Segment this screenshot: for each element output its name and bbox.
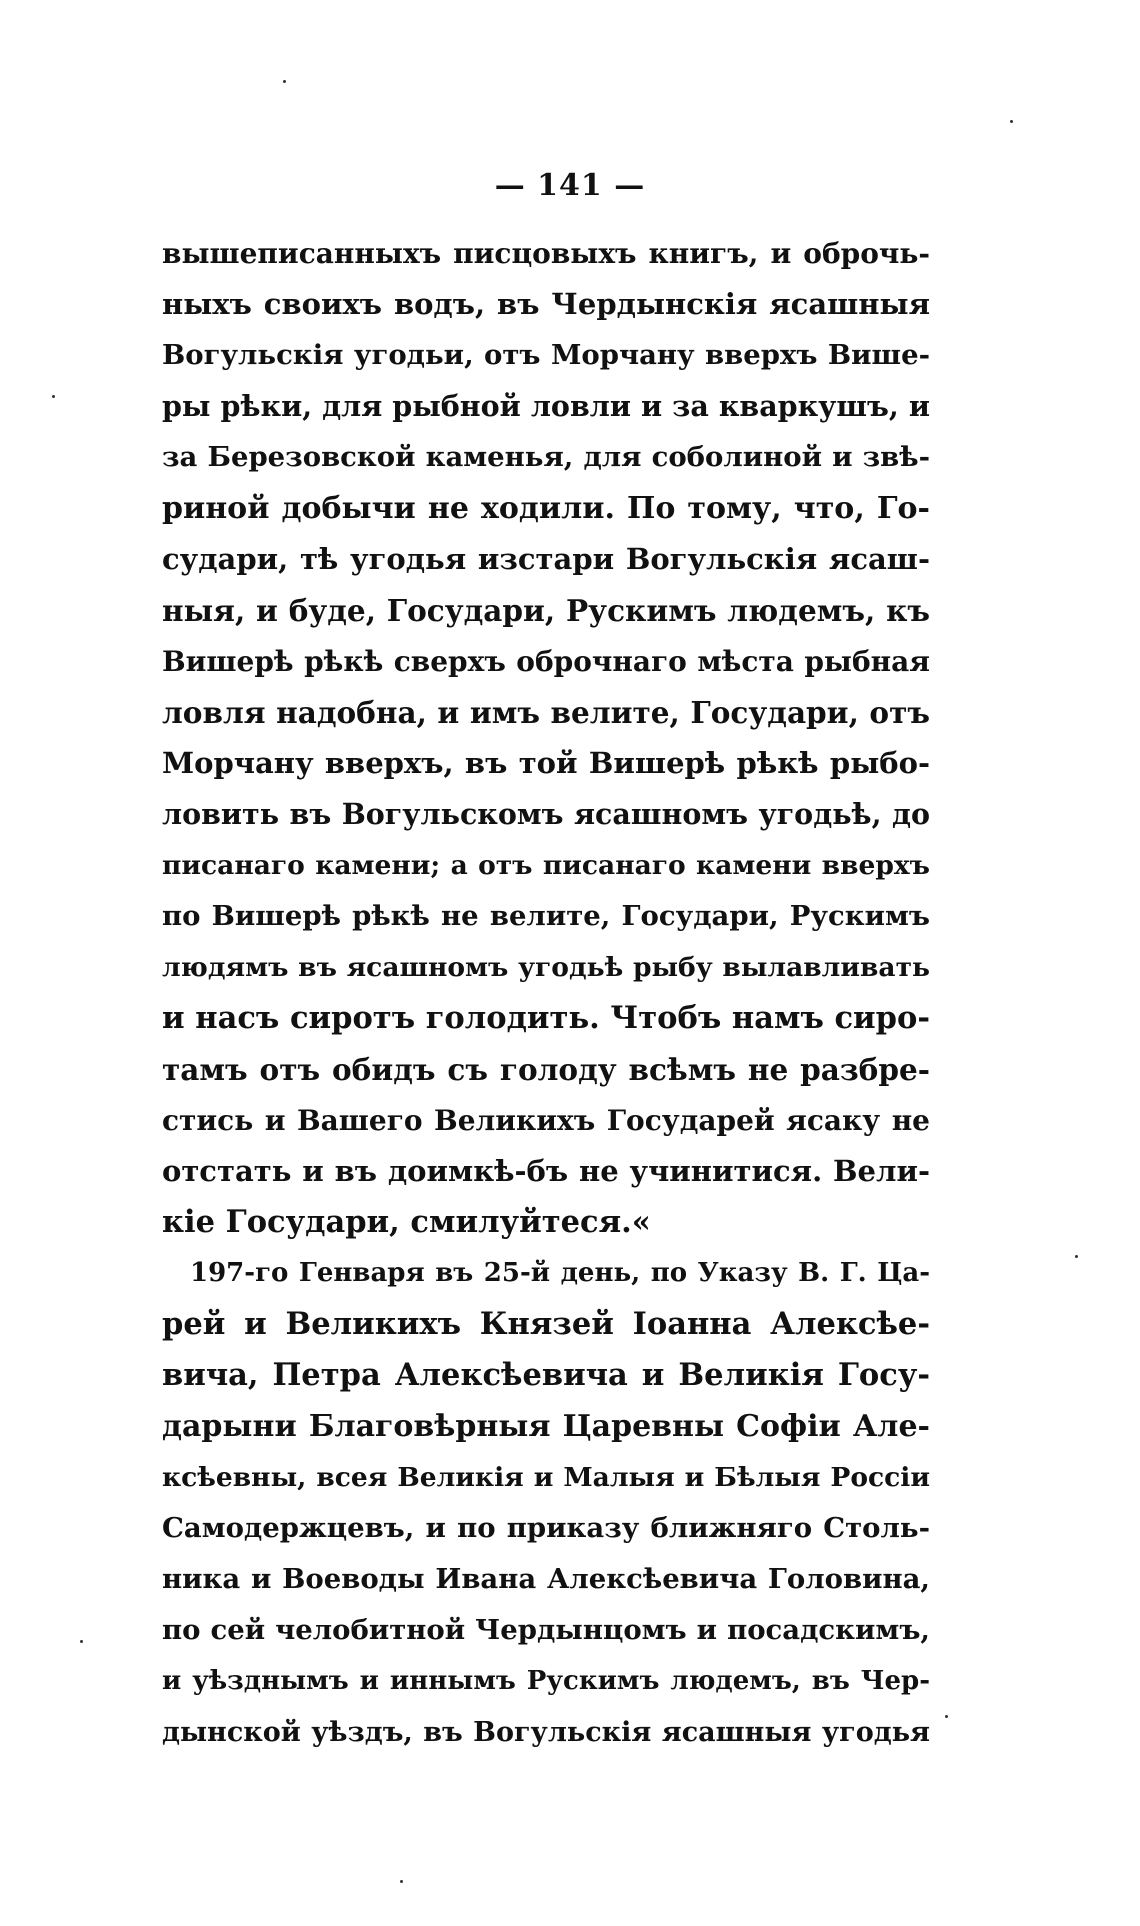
scan-speck [1010,120,1013,123]
text-line: вышеписанныхъ писцовыхъ книгъ, и оброчь- [162,237,930,270]
text-line: дынской уѣздъ, въ Вогульскія ясашныя угодья [162,1717,930,1748]
text-line: по сей челобитной Чердынцомъ и посадскимъ, [162,1614,930,1646]
text-line: ксѣевны, всея Великія и Малыя и Бѣлыя Россіи [162,1462,930,1493]
text-line: и насъ сиротъ голодить. Чтобъ намъ сиро- [162,1000,930,1036]
scan-speck [1075,1255,1078,1258]
text-line: людямъ въ ясашномъ угодьѣ рыбу вылавливать [162,952,930,983]
text-line: судари, тѣ угодья изстари Вогульскія ясаш- [162,542,930,576]
text-line: писанаго камени; а отъ писанаго камени вверхъ [162,850,930,881]
text-line: Вогульскія угодьи, отъ Морчану вверхъ Више- [162,339,930,371]
text-line: отстать и въ доимкѣ-бъ не учинитися. Вели- [162,1154,930,1188]
text-line: ника и Воеводы Ивана Алексѣевича Головина, [162,1563,930,1595]
scan-speck [945,1715,948,1718]
paragraph-start-line: 197-го Генваря въ 25-й день, по Указу В. Г. Ца- [190,1258,930,1288]
text-line: Морчану вверхъ, въ той Вишерѣ рѣкѣ рыбо- [162,746,930,780]
text-line: ры рѣки, для рыбной ловли и за кваркушъ, и [162,389,930,423]
text-line: ловля надобна, и имъ велите, Государи, отъ [162,695,930,730]
scan-speck [283,80,286,83]
scan-speck [52,395,55,398]
text-line: стись и Вашего Великихъ Государей ясаку не [162,1104,930,1137]
text-line: риной добычи не ходили. По тому, что, Го- [162,491,930,526]
text-line: по Вишерѣ рѣкѣ не велите, Государи, Рускимъ [162,900,930,932]
body-text [162,228,930,1758]
text-line: тамъ отъ обидъ съ голоду всѣмъ не разбре- [162,1052,930,1087]
text-line: рей и Великихъ Князей Іоанна Алексѣе- [162,1306,930,1342]
text-line: вича, Петра Алексѣевича и Великія Госу- [162,1357,930,1393]
text-line: ныя, и буде, Государи, Рускимъ людемъ, къ [162,593,930,628]
text-line: Вишерѣ рѣкѣ сверхъ оброчнаго мѣста рыбная [162,645,930,678]
scan-speck [400,1880,403,1883]
text-line: ловить въ Вогульскомъ ясашномъ угодьѣ, до [162,797,930,831]
text-line: за Березовской каменья, для соболиной и звѣ- [162,441,930,473]
text-line: Самодержцевъ, и по приказу ближняго Столь- [162,1512,930,1544]
text-line: кіе Государи, смилуйтеся.« [162,1204,651,1240]
text-line: ныхъ своихъ водъ, въ Чердынскія ясашныя [162,287,930,321]
scan-speck [80,1640,83,1643]
page-number: — 141 — [494,168,646,203]
text-line: и уѣзднымъ и иннымъ Рускимъ людемъ, въ Чер- [162,1666,930,1696]
text-line: дарыни Благовѣрныя Царевны Софіи Але- [162,1409,930,1444]
